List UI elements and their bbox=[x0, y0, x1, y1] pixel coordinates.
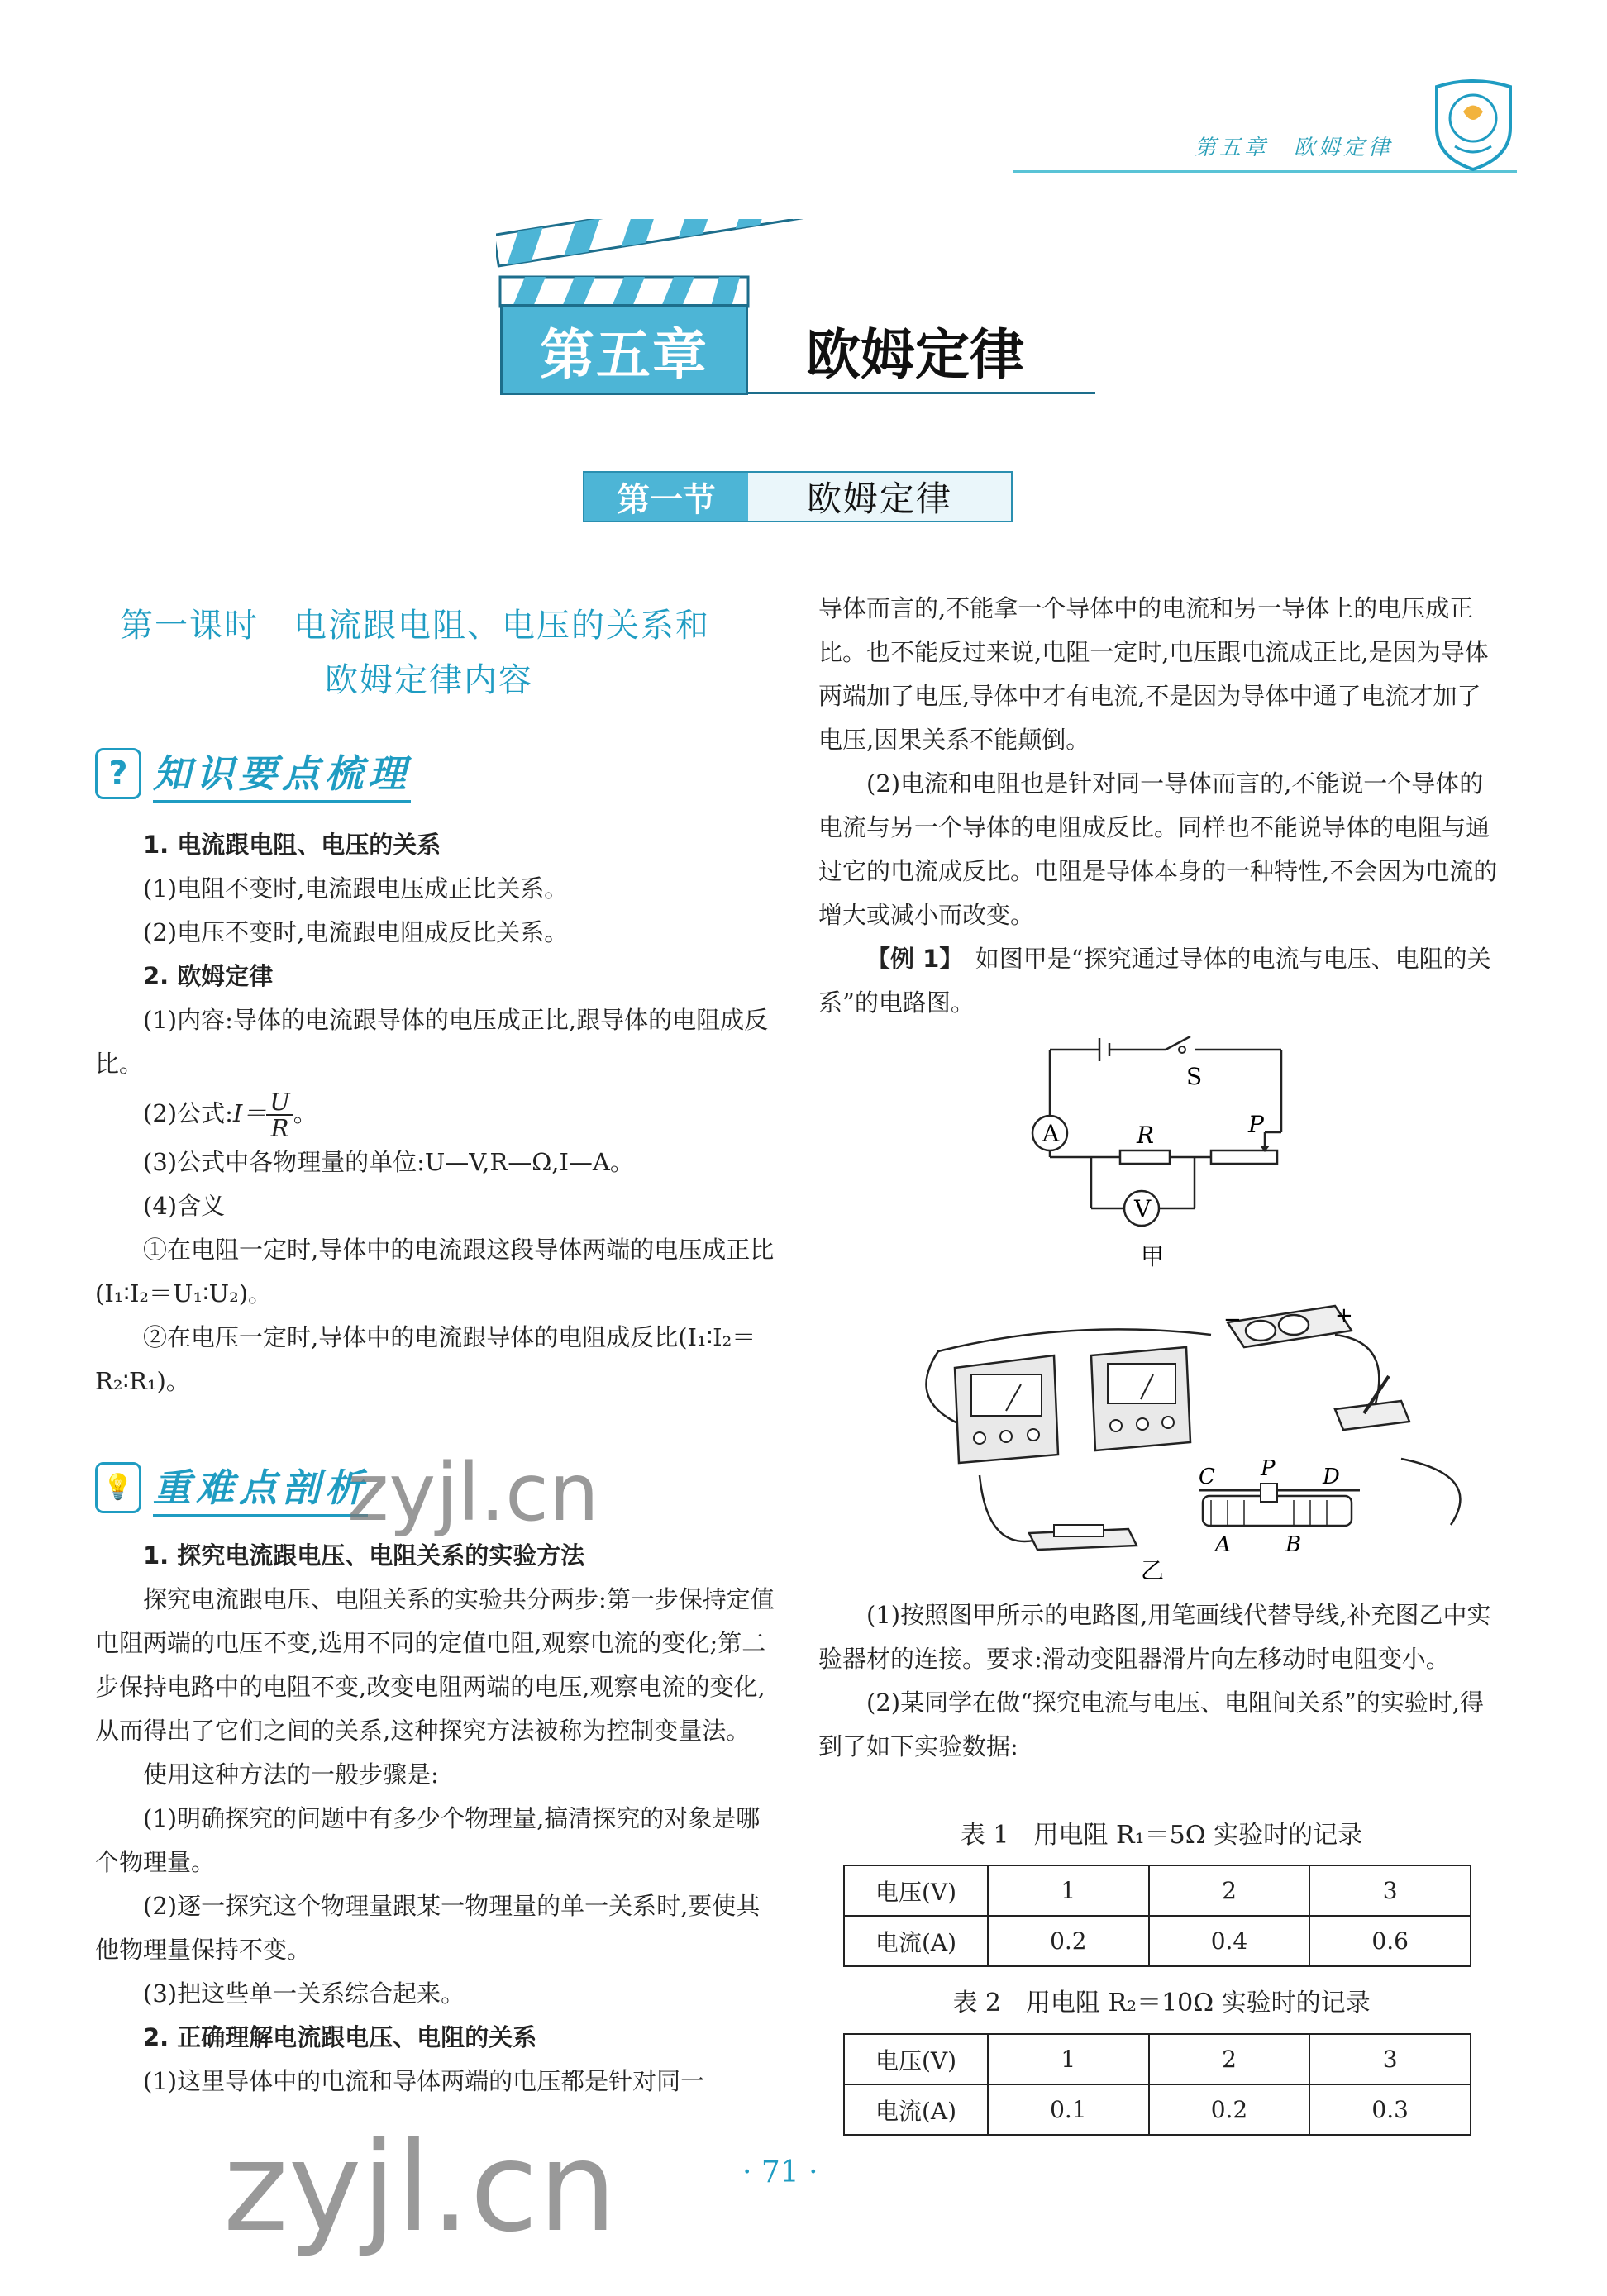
lesson-title-line2: 欧姆定律内容 bbox=[325, 661, 533, 699]
table-cell: 电流(A) bbox=[844, 1916, 988, 1966]
svg-text:+: + bbox=[1335, 1303, 1353, 1328]
switch-label: S bbox=[1186, 1063, 1203, 1090]
table-row bbox=[844, 2084, 1471, 2135]
formula-fraction bbox=[266, 1089, 293, 1141]
formula-denominator: R bbox=[270, 1114, 289, 1142]
knowledge-p6: (4)含义 bbox=[143, 1192, 226, 1220]
chapter-rule bbox=[748, 392, 1095, 394]
difficulty-h2: 2. 正确理解电流跟电压、电阻的关系 bbox=[143, 2023, 537, 2051]
table-cell: 3 bbox=[1309, 2034, 1471, 2084]
table-cell: 3 bbox=[1309, 1865, 1471, 1916]
knowledge-p2: (2)电压不变时,电流跟电阻成反比关系。 bbox=[143, 918, 569, 946]
watermark-bottom: zyjl.cn bbox=[223, 2116, 618, 2260]
table-cell: 0.4 bbox=[1149, 1916, 1310, 1966]
lightbulb-icon: 💡 bbox=[95, 1462, 141, 1513]
page-number: · 71 · bbox=[742, 2155, 818, 2189]
knowledge-formula bbox=[95, 1086, 781, 1141]
resistor-label: R bbox=[1137, 1122, 1155, 1149]
battery-holder bbox=[1223, 1303, 1353, 1347]
chapter-number: 第五章 bbox=[500, 304, 748, 395]
section-banner bbox=[583, 471, 1013, 522]
table1 bbox=[843, 1865, 1471, 1967]
table1-caption: 表 1 用电阻 R₁＝5Ω 实验时的记录 bbox=[960, 1821, 1363, 1850]
knowledge-p5: (3)公式中各物理量的单位:U—V,R—Ω,I—A。 bbox=[143, 1148, 634, 1176]
table-row bbox=[844, 1865, 1471, 1916]
apparatus-drawing bbox=[905, 1285, 1500, 1583]
terminal-c-label: C bbox=[1199, 1465, 1215, 1489]
table2 bbox=[843, 2033, 1471, 2136]
rheostat-device bbox=[1199, 1484, 1360, 1526]
table-cell: 0.3 bbox=[1309, 2084, 1471, 2135]
difficulty-p5: (3)把这些单一关系综合起来。 bbox=[143, 1979, 465, 2008]
knowledge-h2: 2. 欧姆定律 bbox=[143, 962, 274, 990]
table-cell: 0.2 bbox=[988, 1916, 1149, 1966]
difficulty-h1: 1. 探究电流跟电压、电阻关系的实验方法 bbox=[143, 1541, 585, 1570]
table2-caption: 表 2 用电阻 R₂＝10Ω 实验时的记录 bbox=[952, 1989, 1371, 2017]
section-number: 第一节 bbox=[584, 473, 748, 521]
terminal-a-label: A bbox=[1215, 1532, 1231, 1557]
ammeter-device bbox=[955, 1355, 1058, 1463]
difficulty-p3: (1)明确探究的问题中有多少个物理量,搞清探究的对象是哪个物理量。 bbox=[95, 1804, 761, 1876]
running-header: 第五章 欧姆定律 bbox=[1195, 136, 1394, 160]
formula-prefix: (2)公式: bbox=[143, 1099, 233, 1127]
right-p2: (2)电流和电阻也是针对同一导体而言的,不能说一个导体的电流与另一个导体的电阻成反比。同样也不能说导体的电阻与通过它的电流成反比。电阻是导体本身的一种特性,不会因为电流的增大或减小而改变。 bbox=[818, 769, 1498, 929]
right-body bbox=[818, 587, 1504, 1025]
right-questions bbox=[818, 1593, 1504, 1769]
table-cell: 电压(V) bbox=[844, 2034, 988, 2084]
knowledge-body bbox=[95, 823, 781, 1403]
switch-device bbox=[1335, 1376, 1409, 1430]
chapter-title: 欧姆定律 bbox=[806, 323, 1024, 387]
svg-text:−: − bbox=[1223, 1308, 1242, 1332]
difficulty-p1: 探究电流跟电压、电阻关系的实验共分两步:第一步保持定值电阻两端的电压不变,选用不同的定值电阻,观察电流的变化;第二步保持电路中的电阻不变,改变电阻两端的电压,观察电流的变化,从而得出了它们之间的关系,这种探究方法被称为控制变量法。 bbox=[95, 1585, 775, 1745]
table-row bbox=[844, 2034, 1471, 2084]
table-cell: 电压(V) bbox=[844, 1865, 988, 1916]
figure-b-caption: 乙 bbox=[1141, 1557, 1165, 1583]
watermark-mid: zyjl.cn bbox=[347, 1446, 599, 1539]
table-cell: 0.2 bbox=[1149, 2084, 1310, 2135]
difficulty-p4: (2)逐一探究这个物理量跟某一物理量的单一关系时,要使其他物理量保持不变。 bbox=[95, 1892, 761, 1964]
table-cell: 电流(A) bbox=[844, 2084, 988, 2135]
table-cell: 2 bbox=[1149, 1865, 1310, 1916]
formula-lhs: I＝ bbox=[232, 1099, 267, 1127]
difficulty-heading-text: 重难点剖析 bbox=[153, 1458, 368, 1517]
example-text: 如图甲是“探究通过导体的电流与电压、电阻的关系”的电路图。 bbox=[818, 945, 1491, 1017]
terminal-b-label: B bbox=[1285, 1532, 1302, 1557]
table-cell: 0.6 bbox=[1309, 1916, 1471, 1966]
difficulty-p2: 使用这种方法的一般步骤是: bbox=[143, 1760, 439, 1789]
example-tag: 【例 1】 bbox=[866, 945, 951, 973]
clapperboard-decoration bbox=[496, 219, 1058, 318]
slider-p-label: P bbox=[1261, 1456, 1276, 1481]
question-icon: ? bbox=[95, 748, 141, 799]
voltmeter-device bbox=[1091, 1347, 1190, 1450]
difficulty-heading bbox=[95, 1458, 368, 1517]
school-badge-icon bbox=[1430, 79, 1517, 171]
ammeter-label: A bbox=[1042, 1120, 1060, 1147]
difficulty-p6: (1)这里导体中的电流和导体两端的电压都是针对同一 bbox=[143, 2067, 705, 2095]
difficulty-body bbox=[95, 1534, 781, 2103]
formula-numerator: U bbox=[266, 1089, 293, 1116]
figure-a-caption: 甲 bbox=[1141, 1243, 1165, 1270]
knowledge-heading-text: 知识要点梳理 bbox=[153, 744, 411, 803]
table-cell: 2 bbox=[1149, 2034, 1310, 2084]
knowledge-p7: ①在电阻一定时,导体中的电流跟这段导体两端的电压成正比(I₁∶I₂＝U₁∶U₂)。 bbox=[95, 1236, 775, 1308]
table-cell: 1 bbox=[988, 1865, 1149, 1916]
slider-label: P bbox=[1248, 1111, 1264, 1138]
lesson-title bbox=[120, 598, 789, 707]
question-2: (2)某同学在做“探究电流与电压、电阻间关系”的实验时,得到了如下实验数据: bbox=[818, 1689, 1484, 1760]
knowledge-p3: (1)内容:导体的电流跟导体的电压成正比,跟导体的电阻成反比。 bbox=[95, 1006, 769, 1078]
knowledge-heading bbox=[95, 744, 411, 803]
formula-suffix: 。 bbox=[293, 1099, 317, 1127]
example-1 bbox=[818, 937, 1504, 1025]
lesson-title-line1: 第一课时 电流跟电阻、电压的关系和 bbox=[120, 607, 710, 645]
table-cell: 1 bbox=[988, 2034, 1149, 2084]
question-1: (1)按照图甲所示的电路图,用笔画线代替导线,补充图乙中实验器材的连接。要求:滑动变阻器滑片向左移动时电阻变小。 bbox=[818, 1601, 1491, 1673]
table-cell: 0.1 bbox=[988, 2084, 1149, 2135]
right-p1: 导体而言的,不能拿一个导体中的电流和另一导体上的电压成正比。也不能反过来说,电阻一定时,电压跟电流成正比,是因为导体两端加了电压,导体中才有电流,不是因为导体中通了电流才加了电压,因果关系不能颠倒。 bbox=[818, 594, 1489, 754]
circuit-diagram bbox=[1017, 1025, 1314, 1273]
knowledge-p8: ②在电压一定时,导体中的电流跟导体的电阻成反比(I₁∶I₂＝R₂∶R₁)。 bbox=[95, 1323, 756, 1395]
knowledge-p1: (1)电阻不变时,电流跟电压成正比关系。 bbox=[143, 874, 569, 903]
terminal-d-label: D bbox=[1323, 1465, 1340, 1489]
section-title: 欧姆定律 bbox=[748, 473, 1011, 521]
knowledge-h1: 1. 电流跟电阻、电压的关系 bbox=[143, 831, 441, 859]
resistor-device bbox=[1029, 1525, 1137, 1550]
table-row bbox=[844, 1916, 1471, 1966]
voltmeter-label: V bbox=[1134, 1195, 1152, 1222]
